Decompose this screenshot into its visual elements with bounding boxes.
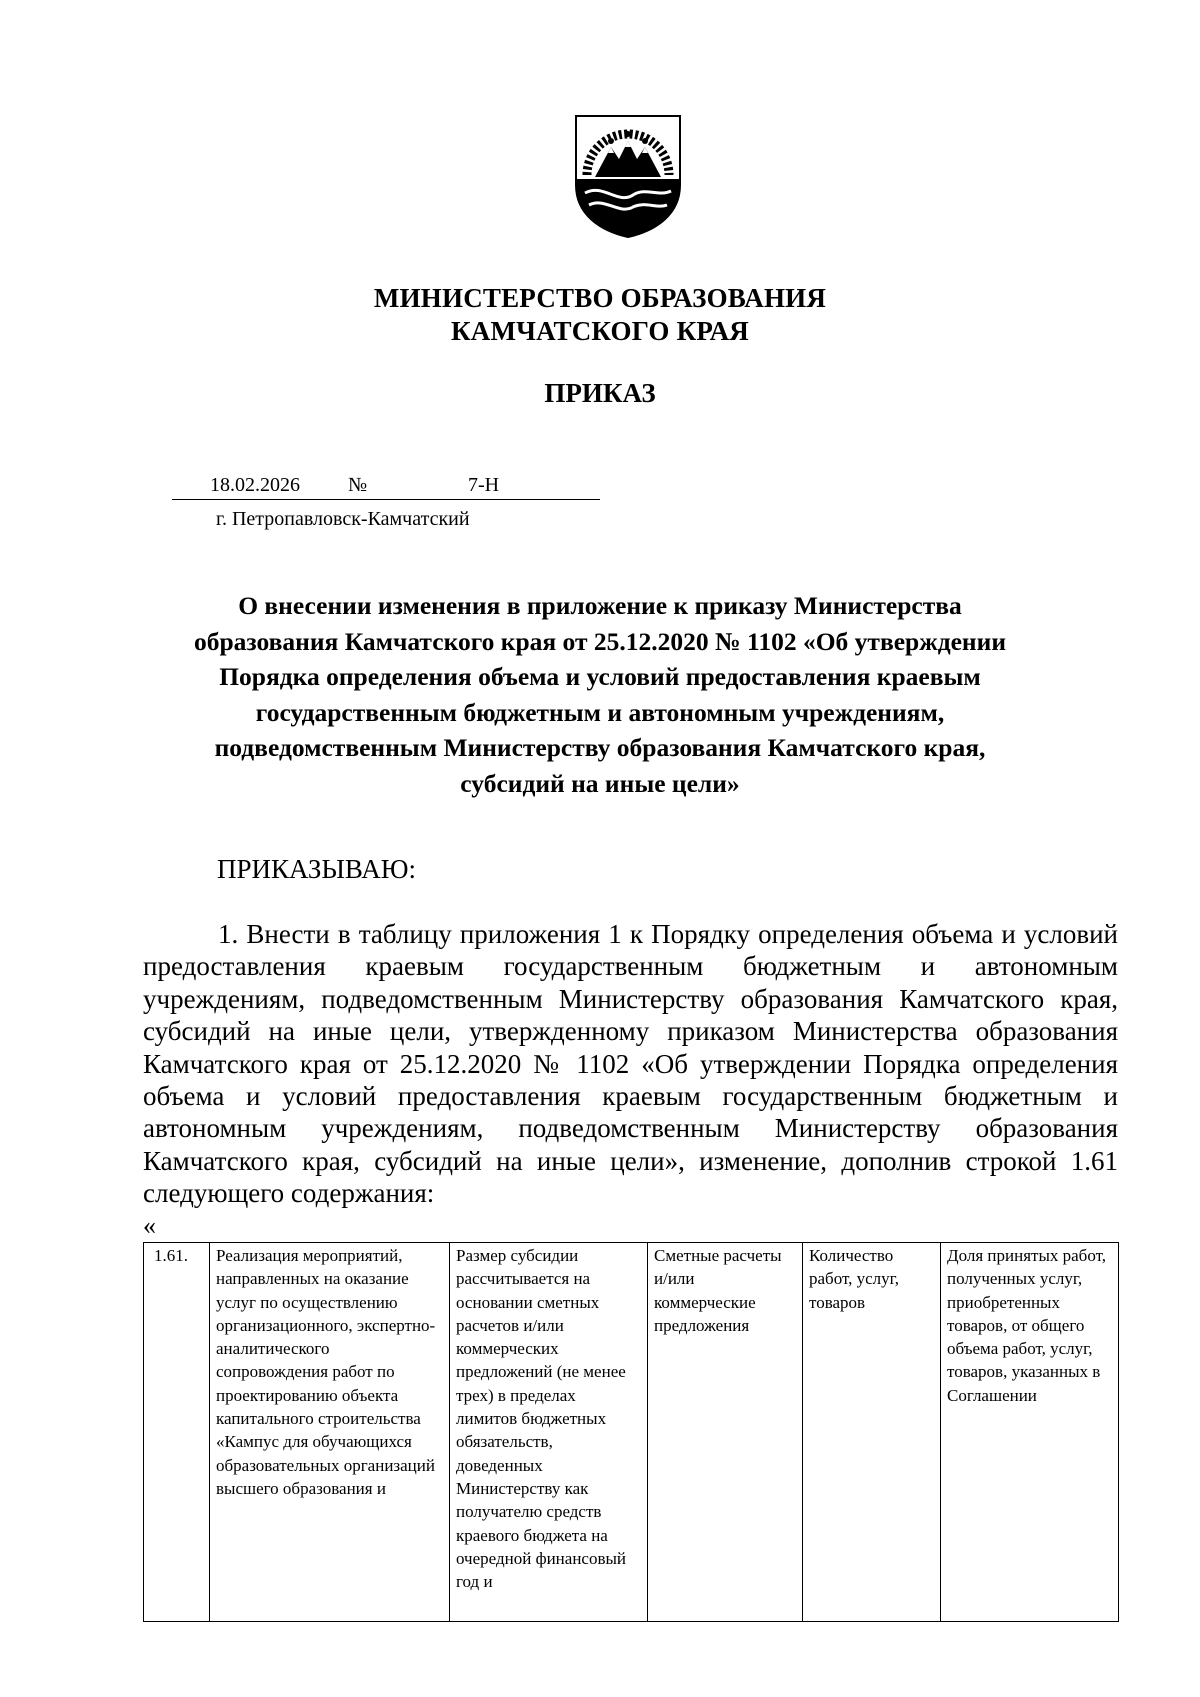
amount-cell: Размер субсидии рассчитывается на основании сметных расчетов и/или коммерческих предложений (не менее трех) в пределах лимитов бюджетных обязательств, доведенных Министерству как получателю средств краевого бюджета на очередной финансовый год и [450,1243,648,1622]
subject-line: субсидий на иные цели» [460,768,740,798]
order-word: ПРИКАЗЫВАЮ: [217,854,416,884]
ministry-name-line2: КАМЧАТСКОГО КРАЯ [451,316,749,346]
row-number-cell: 1.61. [144,1243,210,1622]
amendment-table [143,1242,1119,1622]
share-cell: Доля принятых работ, полученных услуг, приобретенных товаров, от общего объема работ, услуг, товаров, указанных в Соглашении [941,1243,1119,1622]
subject-line: подведомственным Министерству образования Камчатского края, [214,733,986,762]
subject-line: государственным бюджетным и автономным учреждениям, [255,697,945,727]
subject-line: Порядка определения объема и условий предоставления краевым [219,662,981,691]
indicator-cell: Количество работ, услуг, товаров [803,1243,941,1622]
document-type: ПРИКАЗ [544,378,656,408]
document-number: 7-Н [468,474,500,496]
date-number-line [172,474,600,502]
document-subject [150,588,1050,801]
purpose-cell: Реализация мероприятий, направленных на оказание услуг по осуществлению организационного, экспертно-аналитического сопровождения работ по проектированию объекта капитального строительства «Кампус для обучающихся образовательных организаций высшего образования и [210,1243,450,1622]
subject-line: образования Камчатского края от 25.12.2020 № 1102 «Об утверждении [193,626,1007,656]
ministry-name-line1: МИНИСТЕРСТВО ОБРАЗОВАНИЯ [373,283,827,313]
justification-cell: Сметные расчеты и/или коммерческие предложения [648,1243,803,1622]
table-row [144,1243,1119,1622]
subject-line: О внесении изменения в приложение к приказу Министерства [238,591,962,620]
city-name: г. Петропавловск-Камчатский [216,508,470,530]
date-underline [172,499,600,500]
coat-of-arms-emblem [573,113,683,238]
ministry-name [0,282,1200,348]
document-date: 18.02.2026 [210,474,300,496]
opening-quote: « [143,1211,156,1240]
paragraph-1: 1. Внести в таблицу приложения 1 к Порядку определения объема и условий предоставления краевым государственным бюджетным и автономным учреждениям, подведомственным Министерству образования Камчатского края, субсидий на иные цели, утвержденному приказом Министерства образования Камчатского края от 25.12.2020 № 1102 «Об утверждении Порядка определения объема и условий предоставления краевым государственным бюджетным и автономным учреждениям, подведомственным Министерству образования Камчатского края, субсидий на иные цели», изменение, дополнив строкой 1.61 следующего содержания: [143,919,1118,1209]
number-sign: № [348,474,368,496]
